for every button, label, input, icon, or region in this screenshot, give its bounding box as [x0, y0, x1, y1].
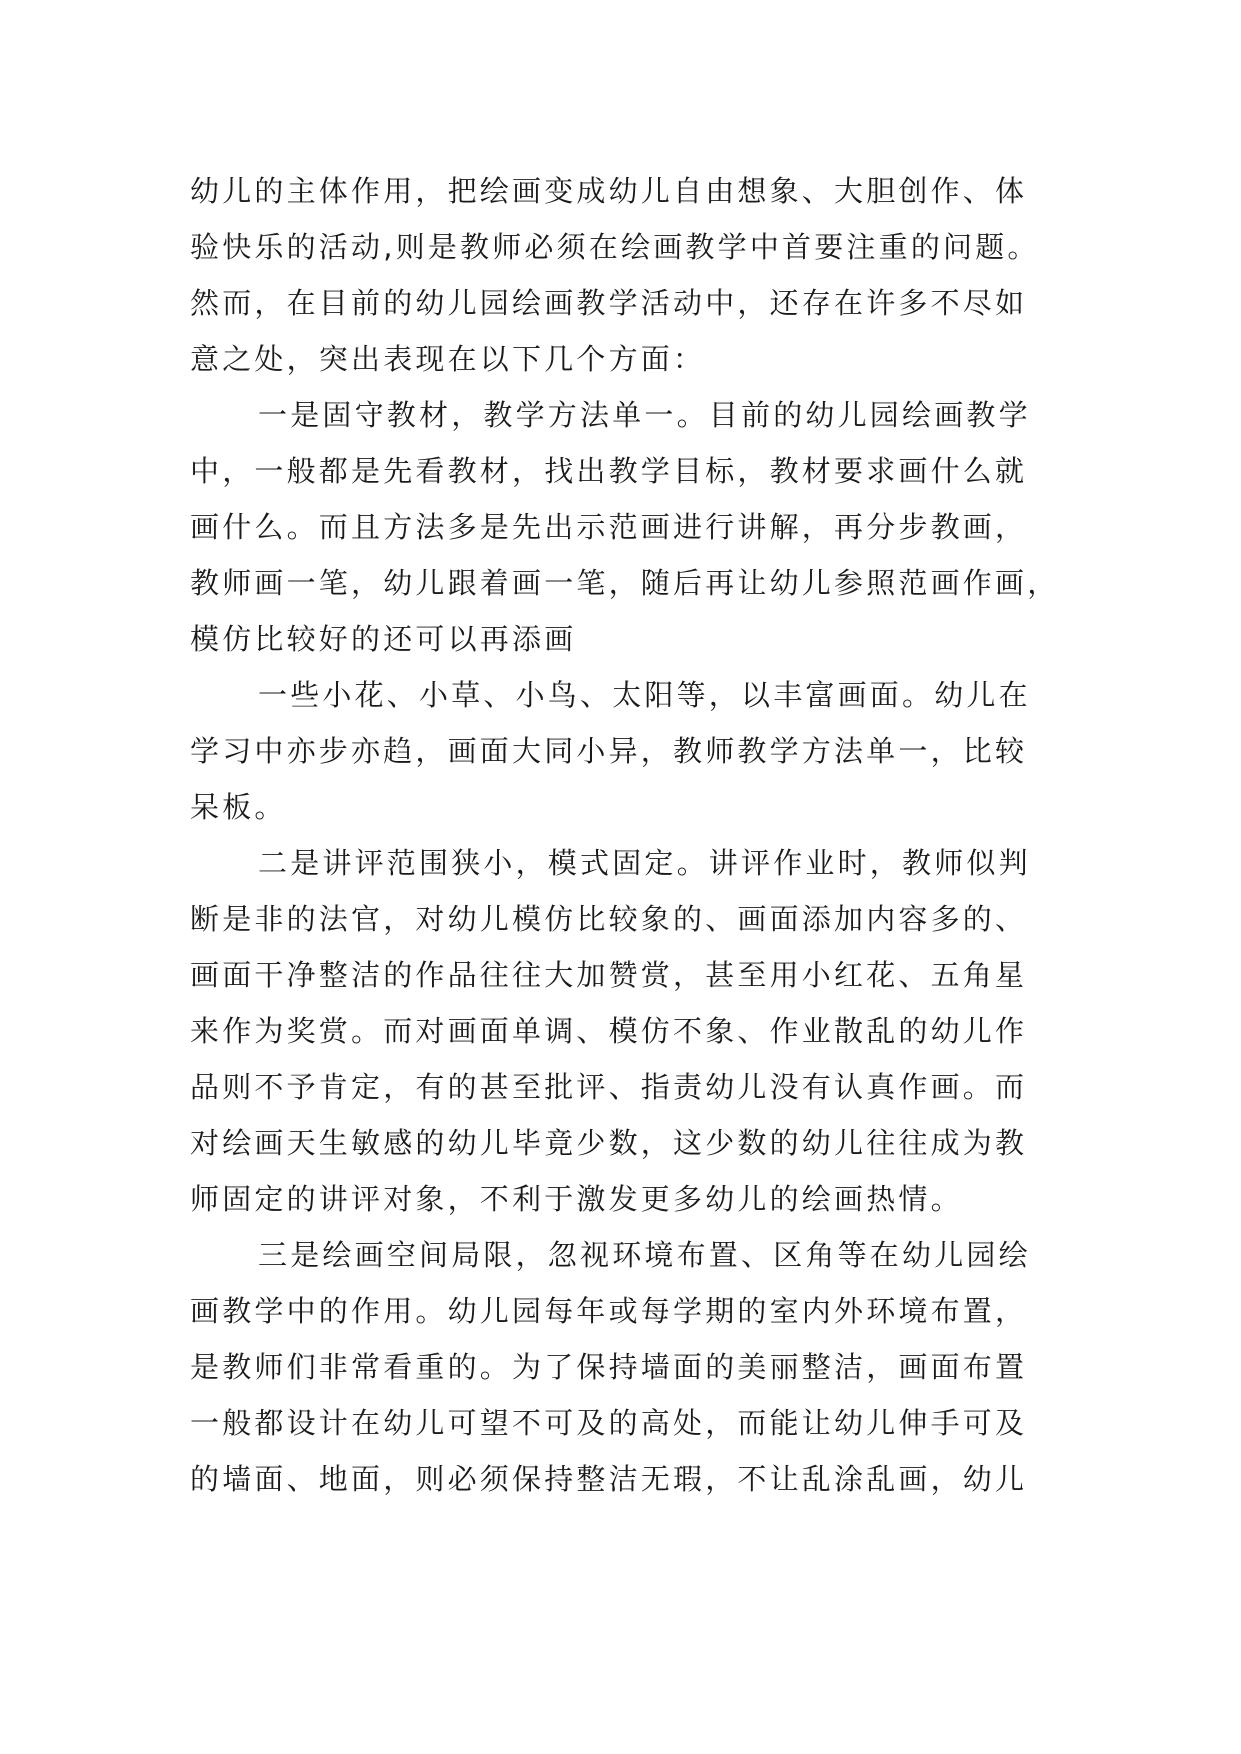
text-line: 意之处，突出表现在以下几个方面：	[190, 342, 706, 376]
paragraph-first-line: 二是讲评范围狭小，模式固定。讲评作业时，教师似判	[258, 846, 1031, 880]
paragraph-first-line: 三是绘画空间局限，忽视环境布置、区角等在幼儿园绘	[258, 1238, 1031, 1272]
paragraph-first-line: 一是固守教材，教学方法单一。目前的幼儿园绘画教学	[258, 398, 1031, 432]
text-line: 断是非的法官，对幼儿模仿比较象的、画面添加内容多的、	[190, 902, 1028, 936]
text-line: 是教师们非常看重的。为了保持墙面的美丽整洁，画面布置	[190, 1350, 1028, 1384]
body-text	[190, 163, 1090, 1507]
text-line: 画面干净整洁的作品往往大加赞赏，甚至用小红花、五角星	[190, 958, 1028, 992]
text-line: 师固定的讲评对象，不利于激发更多幼儿的绘画热情。	[190, 1182, 963, 1216]
text-line: 一般都设计在幼儿可望不可及的高处，而能让幼儿伸手可及	[190, 1406, 1028, 1440]
text-line: 呆板。	[190, 790, 287, 824]
text-line: 幼儿的主体作用，把绘画变成幼儿自由想象、大胆创作、体	[190, 174, 1028, 208]
text-line: 品则不予肯定，有的甚至批评、指责幼儿没有认真作画。而	[190, 1070, 1028, 1104]
text-line: 模仿比较好的还可以再添画	[190, 622, 577, 656]
text-line: 学习中亦步亦趋，画面大同小异，教师教学方法单一，比较	[190, 734, 1028, 768]
text-line: 中，一般都是先看教材，找出教学目标，教材要求画什么就	[190, 454, 1028, 488]
text-line: 教师画一笔，幼儿跟着画一笔，随后再让幼儿参照范画作画，	[190, 566, 1060, 600]
text-line: 的墙面、地面，则必须保持整洁无瑕，不让乱涂乱画，幼儿	[190, 1462, 1028, 1496]
text-line: 对绘画天生敏感的幼儿毕竟少数，这少数的幼儿往往成为教	[190, 1126, 1028, 1160]
paragraph-first-line: 一些小花、小草、小鸟、太阳等，以丰富画面。幼儿在	[258, 678, 1031, 712]
text-line: 来作为奖赏。而对画面单调、模仿不象、作业散乱的幼儿作	[190, 1014, 1028, 1048]
text-line: 然而，在目前的幼儿园绘画教学活动中，还存在许多不尽如	[190, 286, 1028, 320]
text-line: 验快乐的活动,则是教师必须在绘画教学中首要注重的问题。	[190, 230, 1040, 264]
text-line: 画教学中的作用。幼儿园每年或每学期的室内外环境布置，	[190, 1294, 1028, 1328]
text-line: 画什么。而且方法多是先出示范画进行讲解，再分步教画，	[190, 510, 1028, 544]
